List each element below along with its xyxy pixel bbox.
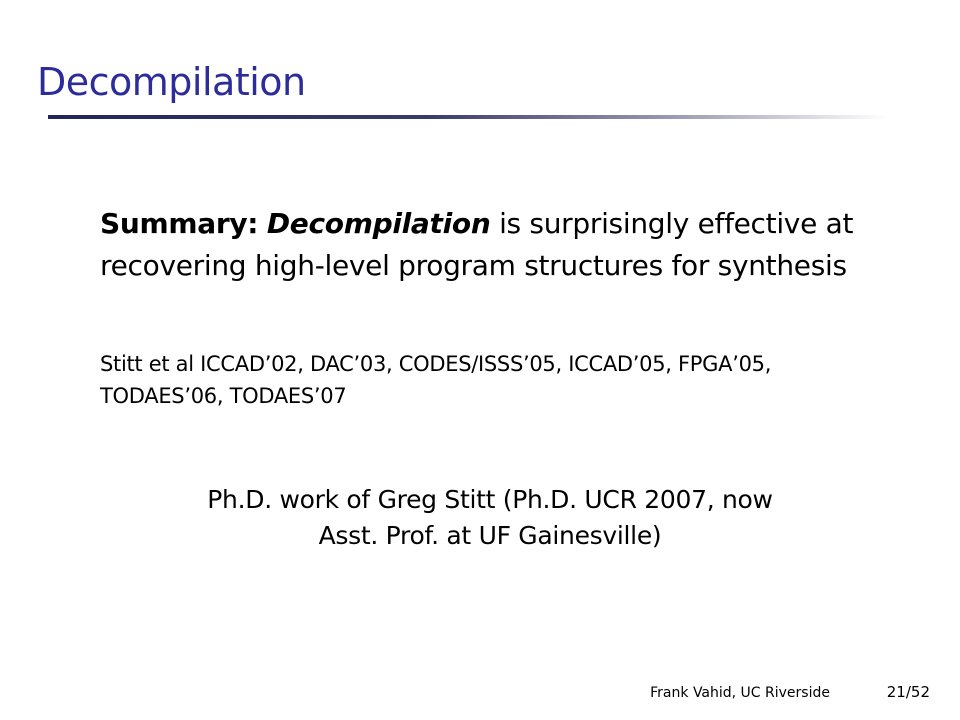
title-underline	[48, 115, 888, 119]
slide-title: Decompilation	[37, 60, 306, 104]
credit-note	[90, 482, 890, 554]
credit-line-2: Asst. Prof. at UF Gainesville)	[318, 521, 662, 550]
summary-paragraph	[100, 203, 860, 287]
summary-text: is surprisingly effective at recovering high-level program structures for synthesis	[100, 207, 854, 282]
footer-author: Frank Vahid, UC Riverside	[650, 685, 830, 701]
credit-line-1: Ph.D. work of Greg Stitt (Ph.D. UCR 2007, now	[207, 485, 773, 514]
citation-list: Stitt et al ICCAD’02, DAC’03, CODES/ISSS’05, ICCAD’05, FPGA’05, TODAES’06, TODAES’07	[100, 352, 772, 408]
summary-label: Summary:	[100, 207, 259, 240]
page-number: 21/52	[886, 683, 930, 701]
summary-emphasis: Decompilation	[266, 207, 491, 240]
